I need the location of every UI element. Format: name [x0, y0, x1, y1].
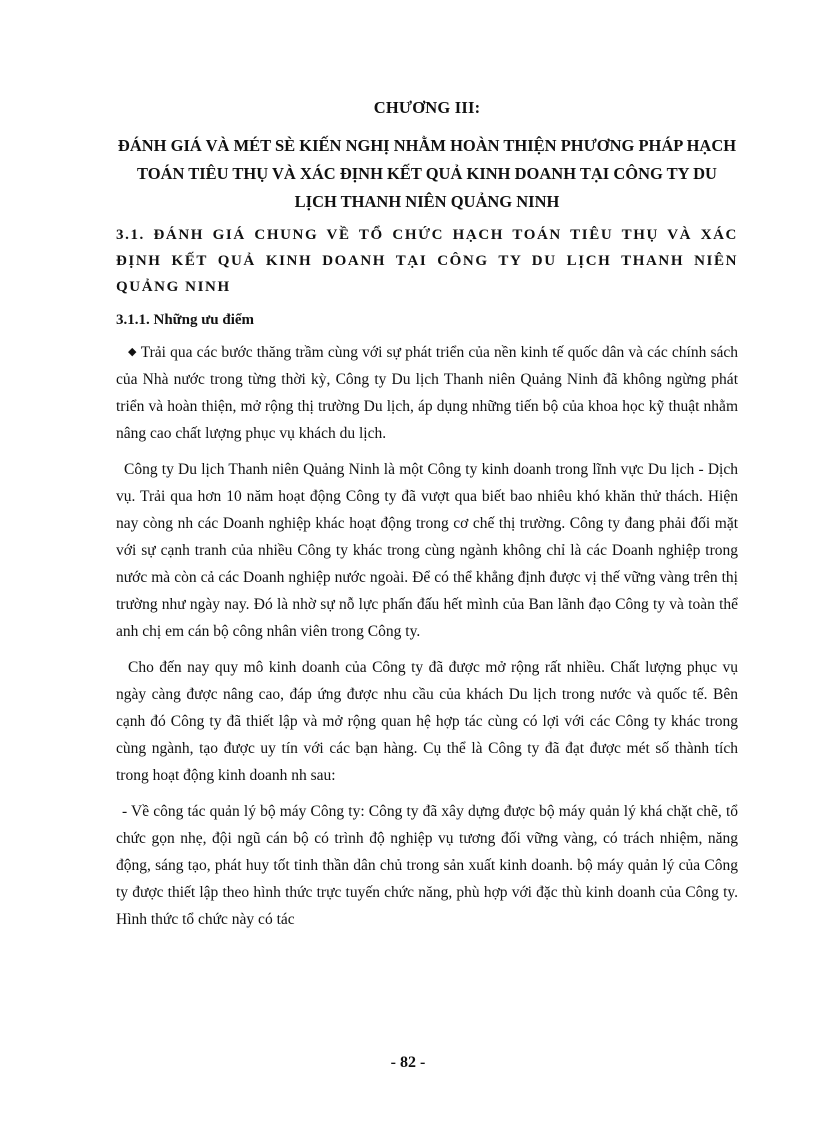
paragraph-1 [116, 339, 738, 447]
paragraph-1-text: Trải qua các bước thăng trầm cùng với sự phát triển của nền kinh tế quốc dân và các chính sách của Nhà nước trong từng thời kỳ, Công ty Du lịch Thanh niên Quảng Ninh đã không ngừng phát triển và hoàn thiện, mở rộng thị trường Du lịch, áp dụng những tiến bộ của khoa học kỹ thuật nhằm nâng cao chất lượng phục vụ khách du lịch. [116, 344, 738, 442]
subsection-heading: 3.1.1. Những ưu điểm [116, 312, 255, 328]
chapter-heading: CHƯƠNG III: [373, 98, 481, 117]
page-number: - 82 - [390, 1054, 426, 1071]
chapter-title: ĐÁNH GIÁ VÀ MÉT SÈ KIẾN NGHỊ NHẰM HOÀN THIỆN PHƯƠNG PHÁP HẠCH TOÁN TIÊU THỤ VÀ XÁC ĐỊNH KẾT QUẢ KINH DOANH TẠI CÔNG TY DU LỊCH THANH NIÊN QUẢNG NINH [117, 136, 737, 211]
paragraph-2: Công ty Du lịch Thanh niên Quảng Ninh là một Công ty kinh doanh trong lĩnh vực Du lịch - Dịch vụ. Trải qua hơn 10 năm hoạt động Công ty đã vượt qua biết bao nhiêu khó khăn thử thách. Hiện nay còng nh các Doanh nghiệp khác hoạt động trong cơ chế thị trường. Công ty đang phải đối mặt với sự cạnh tranh của nhiều Công ty khác trong cùng ngành không chỉ là các Doanh nghiệp trong nước mà còn cả các Doanh nghiệp nước ngoài. Để có thể khẳng định được vị thế vững vàng trên thị trường như ngày nay. Đó là nhờ sự nỗ lực phấn đấu hết mình của Ban lãnh đạo Công ty và toàn thể anh chị em cán bộ công nhân viên trong Công ty. [116, 461, 738, 640]
diamond-bullet-icon: ◆ [128, 346, 137, 358]
paragraph-4: - Về công tác quản lý bộ máy Công ty: Công ty đã xây dựng được bộ máy quản lý khá chặt chẽ, tổ chức gọn nhẹ, đội ngũ cán bộ có trình độ nghiệp vụ tương đối vững vàng, có trách nhiệm, năng động, sáng tạo, phát huy tốt tinh thần dân chủ trong sản xuất kinh doanh. bộ máy quản lý của Công ty được thiết lập theo hình thức trực tuyến chức năng, phù hợp với đặc thù kinh doanh của Công ty. Hình thức tổ chức này có tác [116, 803, 738, 928]
page-content [116, 98, 738, 942]
section-heading: 3.1. ĐÁNH GIÁ CHUNG VỀ TỔ CHỨC HẠCH TOÁN TIÊU THỤ VÀ XÁC ĐỊNH KẾT QUẢ KINH DOANH TẠI CÔNG TY DU LỊCH THANH NIÊN QUẢNG NINH [116, 227, 738, 295]
paragraph-3: Cho đến nay quy mô kinh doanh của Công ty đã được mở rộng rất nhiều. Chất lượng phục vụ ngày càng được nâng cao, đáp ứng được nhu cầu của khách Du lịch trong nước và quốc tế. Bên cạnh đó Công ty đã thiết lập và mở rộng quan hệ hợp tác cùng có lợi với các Công ty khác trong cùng ngành, tạo được uy tín với các bạn hàng. Cụ thể là Công ty đã đạt được mét số thành tích trong hoạt động kinh doanh nh sau: [116, 659, 738, 784]
